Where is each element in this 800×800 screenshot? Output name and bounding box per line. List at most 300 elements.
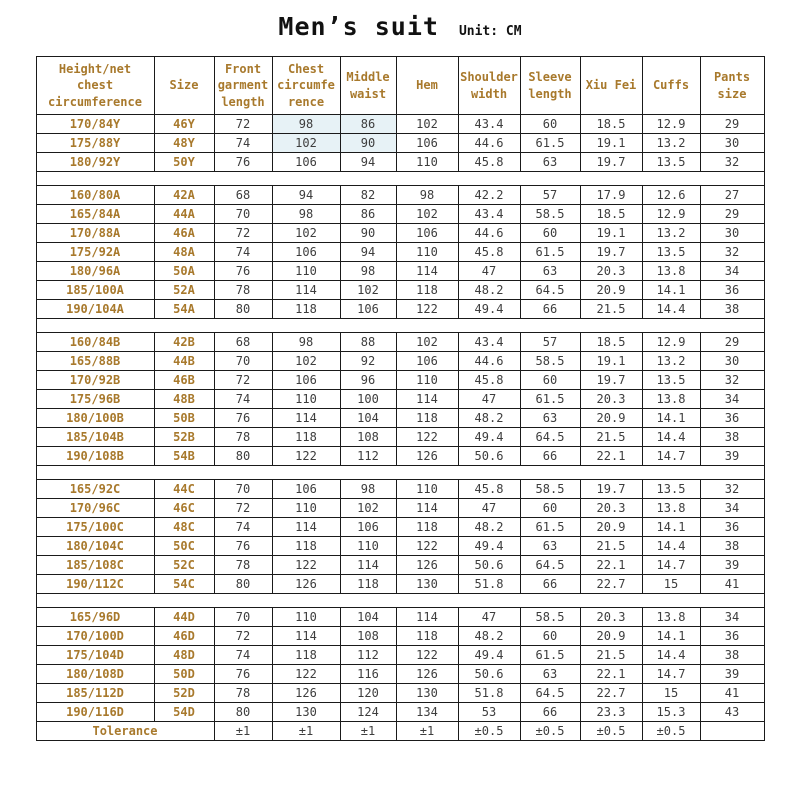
value-cell: 74 [214, 134, 272, 153]
value-cell: 60 [520, 224, 580, 243]
height-cell: 190/104A [36, 300, 154, 319]
height-cell: 180/96A [36, 262, 154, 281]
value-cell: 32 [700, 480, 764, 499]
table-row [36, 428, 764, 447]
height-cell: 170/96C [36, 499, 154, 518]
value-cell: 122 [396, 537, 458, 556]
value-cell: 43.4 [458, 333, 520, 352]
value-cell: 104 [340, 409, 396, 428]
table-row [36, 518, 764, 537]
value-cell: 30 [700, 352, 764, 371]
group-spacer-cell [36, 594, 764, 608]
value-cell: 100 [340, 390, 396, 409]
value-cell: 74 [214, 243, 272, 262]
value-cell: 74 [214, 390, 272, 409]
value-cell: 118 [396, 518, 458, 537]
value-cell: 50.6 [458, 556, 520, 575]
value-cell: 66 [520, 447, 580, 466]
value-cell: 98 [272, 333, 340, 352]
size-cell: 44C [154, 480, 214, 499]
value-cell: 64.5 [520, 556, 580, 575]
value-cell: 108 [340, 428, 396, 447]
value-cell: 78 [214, 428, 272, 447]
value-cell: 70 [214, 608, 272, 627]
value-cell: 108 [340, 627, 396, 646]
value-cell: 19.1 [580, 224, 642, 243]
value-cell: 49.4 [458, 646, 520, 665]
value-cell: 98 [272, 115, 340, 134]
value-cell: 13.5 [642, 480, 700, 499]
tolerance-cell: ±0.5 [642, 722, 700, 741]
table-row [36, 499, 764, 518]
value-cell: 90 [340, 224, 396, 243]
table-row [36, 243, 764, 262]
value-cell: 49.4 [458, 300, 520, 319]
value-cell: 64.5 [520, 684, 580, 703]
height-cell: 175/88Y [36, 134, 154, 153]
size-cell: 50B [154, 409, 214, 428]
value-cell: 122 [272, 447, 340, 466]
size-table [36, 56, 765, 741]
value-cell: 130 [396, 575, 458, 594]
table-row [36, 556, 764, 575]
table-row [36, 537, 764, 556]
value-cell: 106 [272, 371, 340, 390]
value-cell: 124 [340, 703, 396, 722]
group-spacer [36, 319, 764, 333]
size-cell: 54D [154, 703, 214, 722]
tolerance-cell: ±1 [340, 722, 396, 741]
value-cell: 14.4 [642, 646, 700, 665]
value-cell: 102 [396, 205, 458, 224]
table-row [36, 205, 764, 224]
value-cell: 19.7 [580, 153, 642, 172]
value-cell: 110 [396, 371, 458, 390]
value-cell: 14.1 [642, 281, 700, 300]
table-row [36, 352, 764, 371]
height-cell: 160/84B [36, 333, 154, 352]
column-header: Size [154, 57, 214, 115]
value-cell: 32 [700, 243, 764, 262]
value-cell: 14.7 [642, 447, 700, 466]
value-cell: 18.5 [580, 205, 642, 224]
value-cell: 63 [520, 537, 580, 556]
size-cell: 46Y [154, 115, 214, 134]
value-cell: 51.8 [458, 575, 520, 594]
value-cell: 57 [520, 333, 580, 352]
column-header: Cuffs [642, 57, 700, 115]
value-cell: 13.8 [642, 608, 700, 627]
header-row [36, 57, 764, 115]
size-cell: 50C [154, 537, 214, 556]
value-cell: 114 [272, 409, 340, 428]
value-cell: 80 [214, 300, 272, 319]
value-cell: 106 [340, 518, 396, 537]
value-cell: 64.5 [520, 281, 580, 300]
value-cell: 76 [214, 262, 272, 281]
value-cell: 14.1 [642, 518, 700, 537]
table-row [36, 608, 764, 627]
value-cell: 118 [272, 537, 340, 556]
tolerance-cell: ±1 [272, 722, 340, 741]
value-cell: 45.8 [458, 371, 520, 390]
value-cell: 98 [340, 262, 396, 281]
value-cell: 36 [700, 281, 764, 300]
value-cell: 20.3 [580, 262, 642, 281]
value-cell: 106 [396, 352, 458, 371]
value-cell: 19.7 [580, 243, 642, 262]
value-cell: 102 [272, 352, 340, 371]
table-row [36, 665, 764, 684]
value-cell: 76 [214, 537, 272, 556]
group-spacer [36, 172, 764, 186]
table-row [36, 684, 764, 703]
value-cell: 120 [340, 684, 396, 703]
size-cell: 46A [154, 224, 214, 243]
value-cell: 110 [396, 480, 458, 499]
value-cell: 118 [396, 409, 458, 428]
size-cell: 52D [154, 684, 214, 703]
height-cell: 180/104C [36, 537, 154, 556]
value-cell: 38 [700, 428, 764, 447]
column-header: Pants size [700, 57, 764, 115]
column-header: Middle waist [340, 57, 396, 115]
value-cell: 106 [340, 300, 396, 319]
value-cell: 36 [700, 518, 764, 537]
value-cell: 114 [272, 518, 340, 537]
value-cell: 126 [272, 575, 340, 594]
value-cell: 43.4 [458, 115, 520, 134]
tolerance-cell: ±1 [214, 722, 272, 741]
size-cell: 54A [154, 300, 214, 319]
value-cell: 12.9 [642, 333, 700, 352]
value-cell: 20.3 [580, 390, 642, 409]
value-cell: 19.7 [580, 371, 642, 390]
value-cell: 94 [340, 243, 396, 262]
value-cell: 15.3 [642, 703, 700, 722]
value-cell: 110 [272, 499, 340, 518]
value-cell: 118 [272, 428, 340, 447]
value-cell: 70 [214, 480, 272, 499]
value-cell: 126 [272, 684, 340, 703]
column-header: Height/net chest circumference [36, 57, 154, 115]
value-cell: 86 [340, 115, 396, 134]
size-cell: 44A [154, 205, 214, 224]
table-row [36, 646, 764, 665]
value-cell: 44.6 [458, 134, 520, 153]
size-cell: 42A [154, 186, 214, 205]
value-cell: 60 [520, 371, 580, 390]
value-cell: 106 [396, 224, 458, 243]
column-header: Hem [396, 57, 458, 115]
height-cell: 165/88B [36, 352, 154, 371]
table-row [36, 300, 764, 319]
tolerance-cell: ±0.5 [458, 722, 520, 741]
value-cell: 58.5 [520, 608, 580, 627]
value-cell: 57 [520, 186, 580, 205]
value-cell: 50.6 [458, 665, 520, 684]
value-cell: 126 [396, 665, 458, 684]
table-row [36, 262, 764, 281]
value-cell: 72 [214, 627, 272, 646]
size-cell: 48A [154, 243, 214, 262]
value-cell: 19.7 [580, 480, 642, 499]
value-cell: 15 [642, 684, 700, 703]
table-header [36, 57, 764, 115]
value-cell: 21.5 [580, 428, 642, 447]
title-bar [0, 12, 800, 52]
size-cell: 50A [154, 262, 214, 281]
value-cell: 114 [396, 262, 458, 281]
height-cell: 180/92Y [36, 153, 154, 172]
value-cell: 82 [340, 186, 396, 205]
value-cell: 29 [700, 333, 764, 352]
page-title: Men’s suit [278, 12, 439, 41]
value-cell: 45.8 [458, 480, 520, 499]
table-row [36, 447, 764, 466]
size-cell: 50Y [154, 153, 214, 172]
value-cell: 78 [214, 556, 272, 575]
value-cell: 76 [214, 153, 272, 172]
value-cell: 22.7 [580, 684, 642, 703]
value-cell: 14.1 [642, 627, 700, 646]
tolerance-cell: ±0.5 [520, 722, 580, 741]
value-cell: 74 [214, 646, 272, 665]
value-cell: 13.2 [642, 134, 700, 153]
value-cell: 14.4 [642, 428, 700, 447]
value-cell: 122 [272, 556, 340, 575]
height-cell: 180/100B [36, 409, 154, 428]
value-cell: 80 [214, 575, 272, 594]
value-cell: 102 [340, 281, 396, 300]
value-cell: 134 [396, 703, 458, 722]
value-cell: 20.9 [580, 281, 642, 300]
value-cell: 48.2 [458, 518, 520, 537]
table-row [36, 333, 764, 352]
table-body [36, 115, 764, 741]
value-cell: 53 [458, 703, 520, 722]
value-cell: 70 [214, 205, 272, 224]
value-cell: 110 [396, 153, 458, 172]
value-cell: 12.9 [642, 205, 700, 224]
value-cell: 80 [214, 447, 272, 466]
value-cell: 20.3 [580, 608, 642, 627]
value-cell: 112 [340, 646, 396, 665]
value-cell: 112 [340, 447, 396, 466]
value-cell: 74 [214, 518, 272, 537]
value-cell: 60 [520, 627, 580, 646]
value-cell: 41 [700, 684, 764, 703]
height-cell: 160/80A [36, 186, 154, 205]
group-spacer-cell [36, 172, 764, 186]
height-cell: 175/96B [36, 390, 154, 409]
value-cell: 41 [700, 575, 764, 594]
value-cell: 110 [272, 390, 340, 409]
value-cell: 29 [700, 115, 764, 134]
value-cell: 106 [272, 153, 340, 172]
value-cell: 114 [396, 608, 458, 627]
value-cell: 32 [700, 153, 764, 172]
value-cell: 110 [340, 537, 396, 556]
value-cell: 14.1 [642, 409, 700, 428]
height-cell: 165/92C [36, 480, 154, 499]
height-cell: 165/96D [36, 608, 154, 627]
size-cell: 42B [154, 333, 214, 352]
value-cell: 13.5 [642, 371, 700, 390]
value-cell: 110 [272, 262, 340, 281]
value-cell: 61.5 [520, 646, 580, 665]
height-cell: 185/112D [36, 684, 154, 703]
value-cell: 34 [700, 608, 764, 627]
tolerance-cell: ±0.5 [580, 722, 642, 741]
value-cell: 66 [520, 703, 580, 722]
value-cell: 90 [340, 134, 396, 153]
value-cell: 19.1 [580, 134, 642, 153]
value-cell: 122 [396, 300, 458, 319]
value-cell: 34 [700, 262, 764, 281]
value-cell: 30 [700, 134, 764, 153]
size-cell: 52A [154, 281, 214, 300]
column-header: Sleeve length [520, 57, 580, 115]
value-cell: 63 [520, 409, 580, 428]
value-cell: 98 [396, 186, 458, 205]
value-cell: 47 [458, 608, 520, 627]
height-cell: 175/100C [36, 518, 154, 537]
size-cell: 54C [154, 575, 214, 594]
value-cell: 106 [272, 480, 340, 499]
value-cell: 20.9 [580, 627, 642, 646]
value-cell: 61.5 [520, 390, 580, 409]
size-cell: 52B [154, 428, 214, 447]
value-cell: 76 [214, 409, 272, 428]
table-row [36, 390, 764, 409]
value-cell: 130 [396, 684, 458, 703]
size-cell: 44B [154, 352, 214, 371]
value-cell: 116 [340, 665, 396, 684]
table-row [36, 153, 764, 172]
value-cell: 92 [340, 352, 396, 371]
value-cell: 14.7 [642, 556, 700, 575]
value-cell: 19.1 [580, 352, 642, 371]
height-cell: 165/84A [36, 205, 154, 224]
value-cell: 12.6 [642, 186, 700, 205]
value-cell: 14.7 [642, 665, 700, 684]
value-cell: 49.4 [458, 428, 520, 447]
value-cell: 47 [458, 499, 520, 518]
tolerance-row [36, 722, 764, 741]
value-cell: 60 [520, 499, 580, 518]
value-cell: 20.9 [580, 409, 642, 428]
value-cell: 96 [340, 371, 396, 390]
value-cell: 114 [272, 627, 340, 646]
value-cell: 45.8 [458, 153, 520, 172]
value-cell: 13.2 [642, 352, 700, 371]
height-cell: 185/104B [36, 428, 154, 447]
value-cell: 44.6 [458, 224, 520, 243]
value-cell: 22.1 [580, 447, 642, 466]
value-cell: 18.5 [580, 333, 642, 352]
table-row [36, 703, 764, 722]
size-cell: 52C [154, 556, 214, 575]
value-cell: 114 [272, 281, 340, 300]
value-cell: 102 [396, 115, 458, 134]
value-cell: 51.8 [458, 684, 520, 703]
value-cell: 36 [700, 409, 764, 428]
value-cell: 110 [396, 243, 458, 262]
height-cell: 185/108C [36, 556, 154, 575]
value-cell: 27 [700, 186, 764, 205]
table-row [36, 224, 764, 243]
value-cell: 32 [700, 371, 764, 390]
value-cell: 110 [272, 608, 340, 627]
value-cell: 20.9 [580, 518, 642, 537]
value-cell: 118 [272, 300, 340, 319]
unit-label: Unit: CM [458, 24, 522, 39]
value-cell: 48.2 [458, 627, 520, 646]
value-cell: 60 [520, 115, 580, 134]
height-cell: 190/108B [36, 447, 154, 466]
value-cell: 18.5 [580, 115, 642, 134]
value-cell: 47 [458, 390, 520, 409]
table-row [36, 575, 764, 594]
value-cell: 13.2 [642, 224, 700, 243]
value-cell: 66 [520, 300, 580, 319]
value-cell: 118 [396, 281, 458, 300]
value-cell: 61.5 [520, 134, 580, 153]
value-cell: 78 [214, 281, 272, 300]
table-row [36, 480, 764, 499]
tolerance-cell: ±1 [396, 722, 458, 741]
value-cell: 21.5 [580, 646, 642, 665]
value-cell: 29 [700, 205, 764, 224]
value-cell: 106 [272, 243, 340, 262]
table-row [36, 134, 764, 153]
value-cell: 38 [700, 300, 764, 319]
value-cell: 34 [700, 499, 764, 518]
value-cell: 72 [214, 499, 272, 518]
size-cell: 48D [154, 646, 214, 665]
value-cell: 22.1 [580, 665, 642, 684]
value-cell: 17.9 [580, 186, 642, 205]
value-cell: 45.8 [458, 243, 520, 262]
value-cell: 122 [396, 428, 458, 447]
size-cell: 46B [154, 371, 214, 390]
value-cell: 102 [272, 224, 340, 243]
column-header: Front garment length [214, 57, 272, 115]
value-cell: 88 [340, 333, 396, 352]
value-cell: 44.6 [458, 352, 520, 371]
value-cell: 126 [396, 447, 458, 466]
height-cell: 190/116D [36, 703, 154, 722]
value-cell: 70 [214, 352, 272, 371]
height-cell: 170/100D [36, 627, 154, 646]
table-row [36, 409, 764, 428]
value-cell: 14.4 [642, 537, 700, 556]
table-row [36, 627, 764, 646]
height-cell: 170/88A [36, 224, 154, 243]
value-cell: 94 [272, 186, 340, 205]
value-cell: 39 [700, 447, 764, 466]
height-cell: 175/92A [36, 243, 154, 262]
value-cell: 114 [396, 499, 458, 518]
value-cell: 42.2 [458, 186, 520, 205]
table-row [36, 281, 764, 300]
height-cell: 180/108D [36, 665, 154, 684]
value-cell: 43.4 [458, 205, 520, 224]
value-cell: 58.5 [520, 352, 580, 371]
value-cell: 23.3 [580, 703, 642, 722]
value-cell: 49.4 [458, 537, 520, 556]
